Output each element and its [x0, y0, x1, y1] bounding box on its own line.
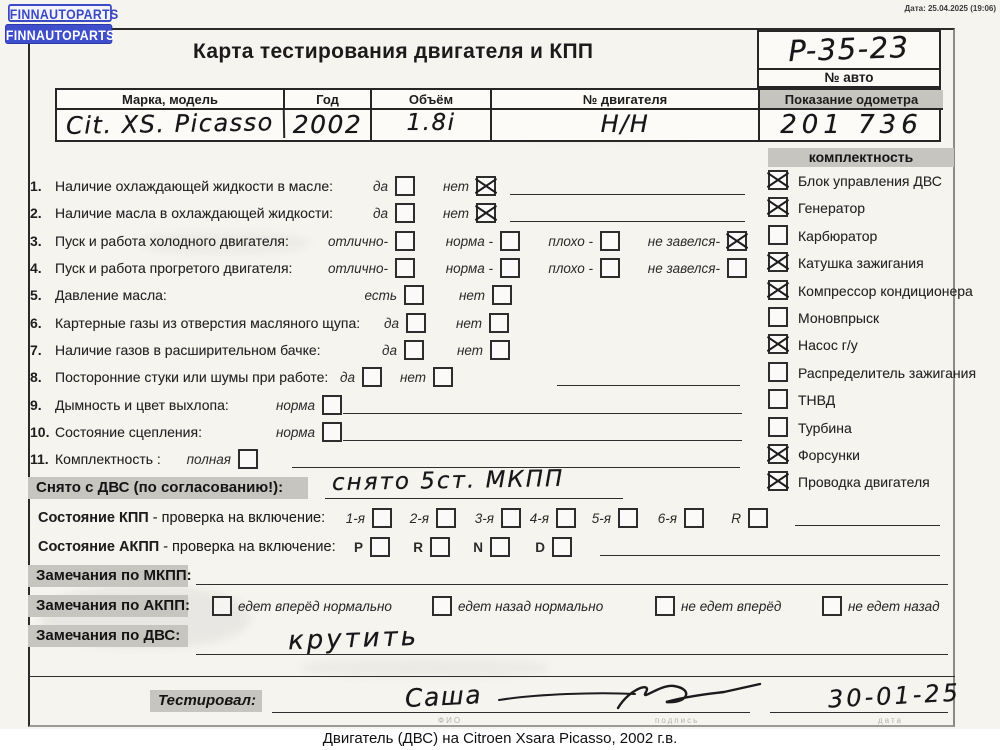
inspection-row-label: Посторонние стуки или шумы при работе: — [55, 369, 329, 385]
akpp-note-option-label: едет вперёд нормально — [238, 599, 392, 614]
inspection-row-number: 4. — [30, 260, 42, 276]
akpp-checkbox-R[interactable] — [430, 537, 450, 557]
inspection-checkbox-7-да[interactable] — [404, 340, 424, 360]
removed-from-engine-label: Снято с ДВС (по согласованию!): — [28, 477, 308, 499]
notes-dvs-label: Замечания по ДВС: — [28, 625, 188, 647]
akpp-checkbox-D[interactable] — [552, 537, 572, 557]
equipment-item-label: Турбина — [798, 419, 852, 436]
akpp-note-checkbox-не едет вперёд[interactable] — [655, 596, 675, 616]
equipment-item-label: Форсунки — [798, 447, 860, 463]
equipment-item-label: Карбюратор — [798, 227, 878, 244]
finnautoparts-logo-solid: FINNAUTOPARTS — [5, 24, 112, 44]
inspection-row-number: 1. — [30, 178, 42, 194]
inspection-blank-line — [510, 221, 745, 222]
tested-by-label: Тестировал: — [150, 690, 262, 712]
inspection-row-label: Пуск и работа холодного двигателя: — [55, 233, 289, 249]
equipment-checkbox-Насос г/у[interactable] — [768, 334, 788, 354]
inspection-row-label: Пуск и работа прогретого двигателя: — [55, 260, 293, 276]
column-header-year: Год — [285, 90, 372, 110]
inspection-option-label: плохо - — [548, 234, 593, 249]
value-odometer: 201 736 — [780, 110, 923, 140]
equipment-item-label: Катушка зажигания — [798, 255, 924, 272]
equipment-checkbox-Распределитель зажигания[interactable] — [768, 362, 788, 382]
tester-name-handwriting: Саша — [404, 680, 483, 713]
equipment-item-label: Насос г/у — [798, 337, 858, 354]
value-year: 2002 — [285, 110, 372, 140]
inspection-option-label: полная — [186, 452, 231, 467]
inspection-row-number: 9. — [30, 397, 42, 413]
equipment-checkbox-Форсунки[interactable] — [768, 444, 788, 464]
value-volume: 1.8i — [372, 110, 492, 140]
akpp-note-checkbox-не едет назад[interactable] — [822, 596, 842, 616]
gear-option-label: R — [731, 511, 741, 526]
equipment-checkbox-Блок управления ДВС[interactable] — [768, 170, 788, 190]
equipment-checkbox-Карбюратор[interactable] — [768, 225, 788, 245]
date-sub-label: дата — [878, 716, 903, 725]
inspection-checkbox-2-да[interactable] — [395, 203, 415, 223]
inspection-option-label: норма - — [445, 261, 493, 276]
auto-number-value: P-35-23 — [787, 29, 911, 69]
gearbox-check-label — [38, 510, 325, 526]
inspection-row-number: 3. — [30, 233, 42, 249]
inspection-row-number: 6. — [30, 315, 42, 331]
akpp-note-checkbox-едет назад нормально[interactable] — [432, 596, 452, 616]
akpp-option-label: D — [535, 540, 545, 555]
signature-scribble — [612, 680, 762, 714]
inspection-option-label: да — [384, 316, 399, 331]
akpp-checkbox-N[interactable] — [490, 537, 510, 557]
equipment-checkbox-Проводка двигателя[interactable] — [768, 471, 788, 491]
gear-checkbox-R[interactable] — [748, 508, 768, 528]
vehicle-info-table — [55, 88, 941, 142]
inspection-row-label: Состояние сцепления: — [55, 424, 202, 440]
equipment-item-label: Генератор — [798, 200, 866, 217]
inspection-blank-line — [510, 194, 745, 195]
notes-mkpp-label: Замечания по МКПП: — [28, 565, 188, 587]
finnautoparts-logo-outline: FINNAUTOPARTS — [9, 6, 119, 22]
gearbox-label-bold: Состояние КПП — [38, 510, 149, 526]
notes-akpp-label: Замечания по АКПП: — [28, 595, 188, 617]
column-header-volume: Объём — [372, 90, 492, 110]
gearbox-extra-line — [795, 525, 940, 526]
gear-option-label: 4-я — [529, 511, 549, 526]
akpp-option-label: N — [473, 540, 483, 555]
inspection-row-label: Наличие охлаждающей жидкости в масле: — [55, 178, 334, 194]
akpp-note-option-label: не едет вперёд — [681, 599, 782, 614]
inspection-checkbox-3-норма -[interactable] — [500, 231, 520, 251]
akpp-checkbox-P[interactable] — [370, 537, 390, 557]
akpp-note-option-label: не едет назад — [848, 599, 940, 614]
gear-option-label: 2-я — [409, 511, 429, 526]
inspection-checkbox-4-плохо -[interactable] — [600, 258, 620, 278]
inspection-row-number: 5. — [30, 287, 42, 303]
inspection-checkbox-7-нет[interactable] — [490, 340, 510, 360]
inspection-checkbox-6-да[interactable] — [406, 313, 426, 333]
equipment-checkbox-Компрессор кондиционера[interactable] — [768, 280, 788, 300]
inspection-option-label: да — [340, 370, 355, 385]
inspection-option-label: нет — [442, 179, 469, 194]
column-header-engine-number: № двигателя — [492, 90, 760, 110]
gearbox-label-rest: - проверка на включение: — [148, 510, 326, 526]
equipment-checkbox-ТНВД[interactable] — [768, 389, 788, 409]
akpp-note-checkbox-едет вперёд нормально[interactable] — [212, 596, 232, 616]
inspection-option-label: нет — [442, 206, 469, 221]
inspection-option-label: отлично- — [328, 261, 388, 276]
inspection-row-label: Наличие масла в охлаждающей жидкости: — [55, 205, 334, 221]
equipment-item-label: Блок управления ДВС — [798, 173, 942, 189]
column-header-make-model: Марка, модель — [57, 90, 285, 110]
inspection-option-label: не завелся- — [647, 234, 720, 249]
inspection-checkbox-4-не завелся-[interactable] — [727, 258, 747, 278]
inspection-row-label: Картерные газы из отверстия масляного щупа: — [55, 315, 361, 331]
akpp-check-label — [38, 539, 336, 555]
akpp-label-rest: - проверка на включение: — [159, 539, 336, 555]
inspection-checkbox-1-нет[interactable] — [476, 176, 496, 196]
inspection-option-label: плохо - — [548, 261, 593, 276]
inspection-checkbox-8-нет[interactable] — [433, 367, 453, 387]
inspection-blank-line — [343, 440, 742, 441]
column-header-odometer: Показание одометра — [760, 90, 943, 110]
inspection-checkbox-3-отлично-[interactable] — [395, 231, 415, 251]
inspection-option-label: да — [373, 206, 388, 221]
equipment-item-label: Компрессор кондиционера — [798, 282, 973, 299]
scan-timestamp: Дата: 25.04.2025 (19:06) — [904, 4, 996, 13]
notes-dvs-value: крутить — [287, 621, 420, 657]
akpp-label-bold: Состояние АКПП — [38, 539, 160, 555]
image-caption: Двигатель (ДВС) на Citroen Xsara Picasso, 2002 г.в. — [0, 729, 1000, 750]
equipment-checkbox-Катушка зажигания[interactable] — [768, 252, 788, 272]
inspection-checkbox-4-норма -[interactable] — [500, 258, 520, 278]
akpp-option-label: P — [353, 540, 363, 555]
inspection-checkbox-5-есть[interactable] — [404, 285, 424, 305]
equipment-item-label: Моновпрыск — [798, 310, 880, 326]
inspection-option-label: есть — [364, 288, 397, 303]
inspection-option-label: нет — [455, 316, 482, 331]
test-date-handwriting: 30-01-25 — [827, 678, 962, 714]
inspection-checkbox-2-нет[interactable] — [476, 203, 496, 223]
tested-date-line — [770, 712, 948, 713]
inspection-option-label: норма - — [445, 234, 493, 249]
gear-option-label: 1-я — [345, 511, 365, 526]
akpp-extra-line — [600, 555, 940, 556]
inspection-checkbox-11-полная[interactable] — [238, 449, 258, 469]
inspection-option-label: нет — [456, 343, 483, 358]
equipment-checkbox-Моновпрыск[interactable] — [768, 307, 788, 327]
signature-sub-label: подпись — [655, 716, 700, 725]
equipment-item-label: Проводка двигателя — [798, 474, 930, 491]
equipment-section-header: комплектность — [768, 148, 954, 167]
gear-checkbox-6-я[interactable] — [684, 508, 704, 528]
footer-divider-line — [28, 676, 955, 677]
inspection-row-number: 8. — [30, 369, 42, 385]
inspection-checkbox-1-да[interactable] — [395, 176, 415, 196]
inspection-row-number: 2. — [30, 205, 42, 221]
akpp-note-option-label: едет назад нормально — [458, 599, 604, 614]
gear-option-label: 3-я — [474, 511, 494, 526]
equipment-checkbox-Генератор[interactable] — [768, 197, 788, 217]
inspection-blank-line — [557, 385, 740, 386]
inspection-row-label: Наличие газов в расширительном бачке: — [55, 342, 321, 358]
inspection-checkbox-3-не завелся-[interactable] — [727, 231, 747, 251]
value-engine-number: Н/Н — [492, 110, 760, 140]
inspection-checkbox-6-нет[interactable] — [489, 313, 509, 333]
gear-option-label: 5-я — [591, 511, 611, 526]
inspection-option-label: нет — [399, 370, 426, 385]
removed-value-line — [325, 498, 623, 499]
inspection-checkbox-4-отлично-[interactable] — [395, 258, 415, 278]
gear-checkbox-5-я[interactable] — [618, 508, 638, 528]
gear-checkbox-4-я[interactable] — [556, 508, 576, 528]
inspection-option-label: норма — [275, 398, 315, 413]
name-sub-label: ФИО — [438, 716, 463, 725]
removed-from-engine-value: снято 5ст. МКПП — [331, 465, 565, 497]
inspection-blank-line — [343, 413, 742, 414]
akpp-option-label: R — [413, 540, 423, 555]
inspection-row-label: Комплектность : — [55, 451, 161, 467]
value-make-model: Cit. XS. Picasso — [57, 108, 285, 142]
equipment-checkbox-Турбина[interactable] — [768, 417, 788, 437]
equipment-item-label: Распределитель зажигания — [798, 364, 977, 381]
inspection-option-label: нет — [458, 288, 485, 303]
inspection-checkbox-5-нет[interactable] — [492, 285, 512, 305]
inspection-option-label: да — [373, 179, 388, 194]
inspection-option-label: не завелся- — [647, 261, 720, 276]
inspection-checkbox-9-норма[interactable] — [322, 395, 342, 415]
gear-checkbox-1-я[interactable] — [372, 508, 392, 528]
gear-option-label: 6-я — [657, 511, 677, 526]
gear-checkbox-2-я[interactable] — [436, 508, 456, 528]
inspection-row-number: 7. — [30, 342, 42, 358]
gear-checkbox-3-я[interactable] — [501, 508, 521, 528]
inspection-option-label: да — [382, 343, 397, 358]
inspection-row-label: Давление масла: — [55, 287, 167, 303]
auto-number-box — [757, 30, 941, 88]
page-title: Карта тестирования двигателя и КПП — [193, 40, 594, 63]
notes-mkpp-line — [196, 584, 948, 585]
inspection-option-label: отлично- — [328, 234, 388, 249]
inspection-checkbox-3-плохо -[interactable] — [600, 231, 620, 251]
inspection-row-number: 10. — [30, 424, 50, 440]
equipment-item-label: ТНВД — [798, 392, 836, 409]
inspection-option-label: норма — [275, 425, 315, 440]
inspection-checkbox-8-да[interactable] — [362, 367, 382, 387]
auto-number-label: № авто — [759, 68, 939, 86]
inspection-row-label: Дымность и цвет выхлопа: — [55, 397, 229, 413]
notes-dvs-line — [196, 654, 948, 655]
inspection-row-number: 11. — [30, 451, 49, 467]
inspection-checkbox-10-норма[interactable] — [322, 422, 342, 442]
